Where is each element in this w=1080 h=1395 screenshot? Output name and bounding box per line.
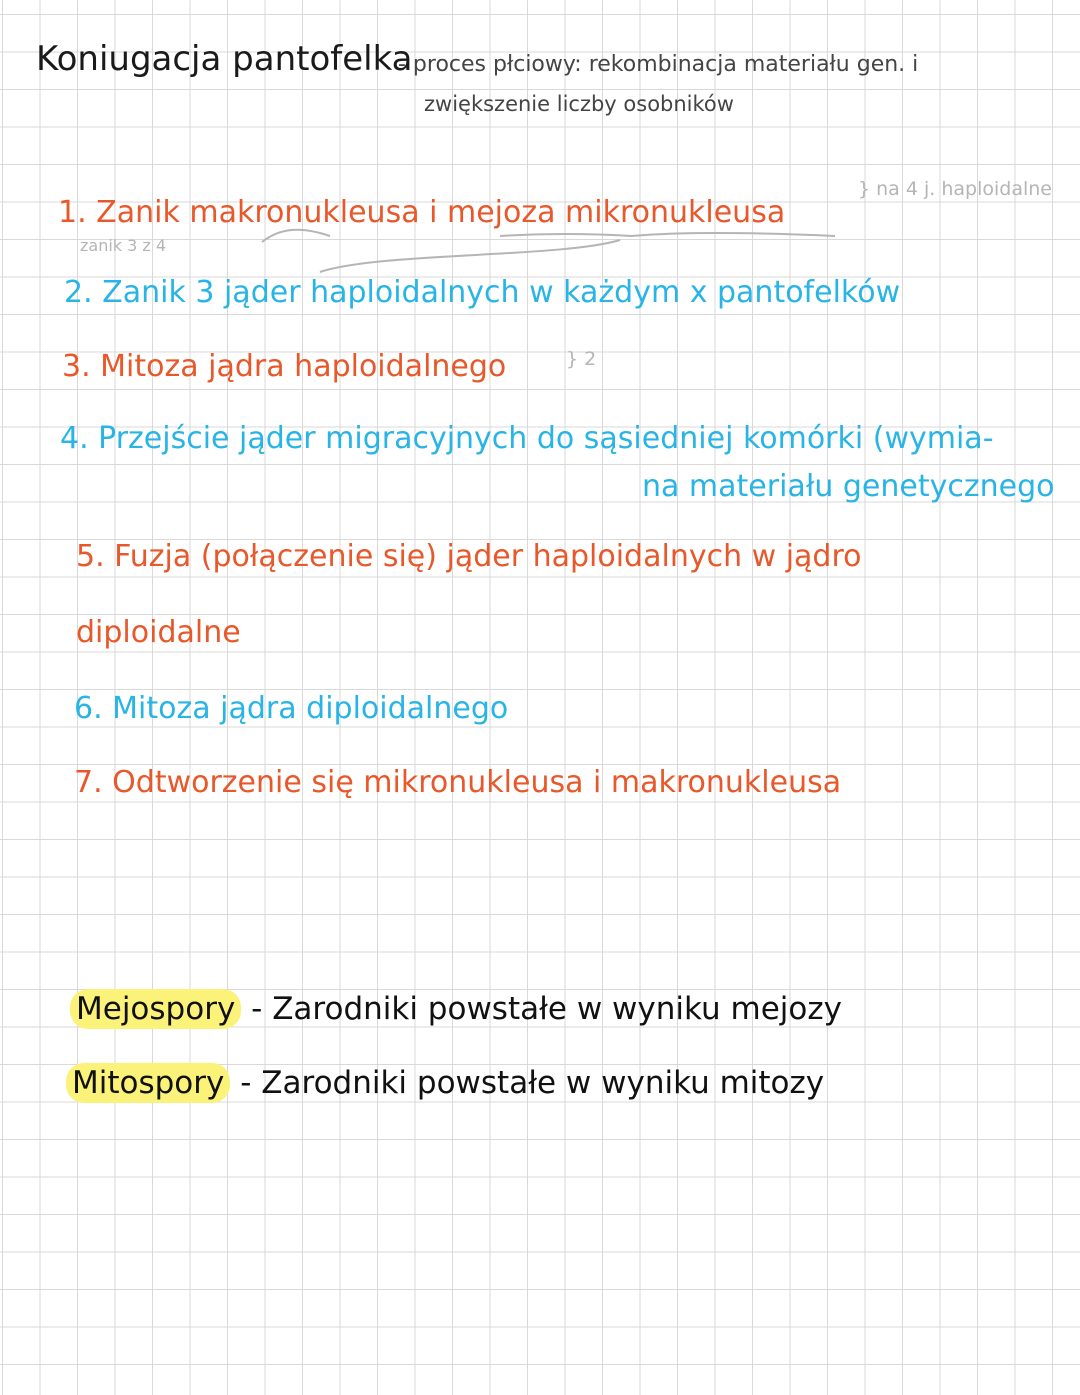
subtitle-line-2: zwiększenie liczby osobników xyxy=(424,92,734,116)
step-3-note: } 2 xyxy=(566,348,597,370)
step-1: 1. Zanik makronukleusa i mejoza mikronukleusa xyxy=(58,195,786,230)
step-1-note: } na 4 j. haploidalne xyxy=(858,178,1052,200)
term-mitospory: Mitospory xyxy=(66,1063,230,1103)
arrow-makro xyxy=(262,230,330,242)
definition-mejospory xyxy=(70,991,842,1027)
step-5: 5. Fuzja (połączenie się) jąder haploidalnych w jądro xyxy=(76,539,862,574)
term-mejospory: Mejospory xyxy=(70,989,241,1029)
definition-mitospory-text: - Zarodniki powstałe w wyniku mitozy xyxy=(230,1065,825,1101)
page-title: Koniugacja pantofelka xyxy=(36,39,413,79)
brace-mikro xyxy=(500,233,835,236)
definition-mitospory xyxy=(66,1065,825,1101)
step-7: 7. Odtworzenie się mikronukleusa i makronukleusa xyxy=(74,765,842,800)
step-2-annotation: zanik 3 z 4 xyxy=(80,236,167,255)
step-4: 4. Przejście jąder migracyjnych do sąsiedniej komórki (wymia- xyxy=(60,421,994,456)
subtitle-line-1: - proces płciowy: rekombinacja materiału gen. i xyxy=(398,52,919,77)
step-2: 2. Zanik 3 jąder haploidalnych w każdym x pantofelków xyxy=(64,275,901,310)
definition-mejospory-text: - Zarodniki powstałe w wyniku mejozy xyxy=(241,991,842,1027)
step-4-continuation: na materiału genetycznego xyxy=(642,469,1055,504)
step-5-continuation: diploidalne xyxy=(76,615,241,650)
step-3: 3. Mitoza jądra haploidalnego xyxy=(62,349,507,384)
step-6: 6. Mitoza jądra diploidalnego xyxy=(74,691,509,726)
arrow-to-jader xyxy=(320,240,620,272)
